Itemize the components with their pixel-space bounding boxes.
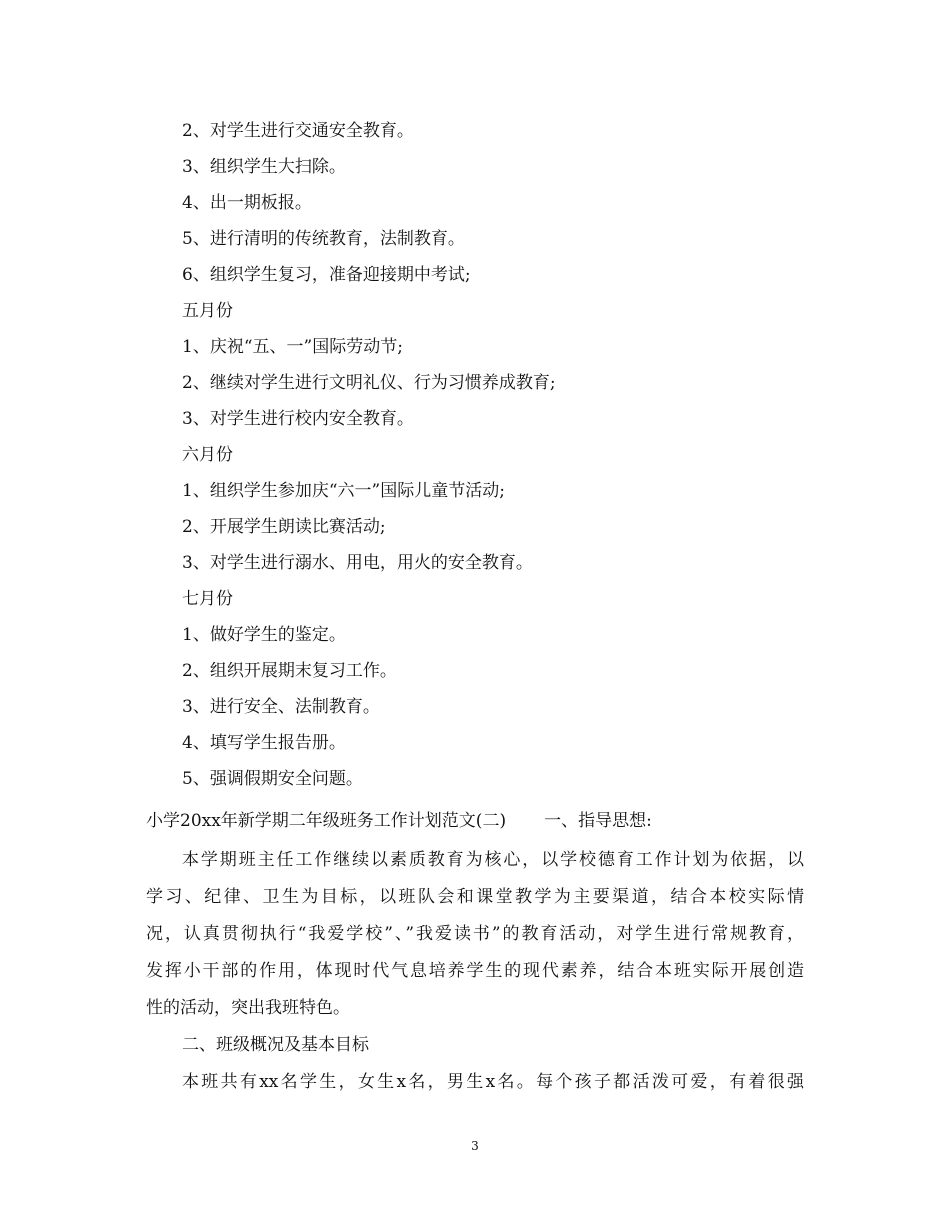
class-heading: 二、班级概况及基本目标	[182, 1035, 369, 1055]
list-item-june-3: 3、对学生进行溺水、用电，用火的安全教育。	[182, 553, 533, 573]
list-item-may-1: 1、庆祝“五、一”国际劳动节;	[182, 337, 403, 357]
section-title: 小学20xx年新学期二年级班务工作计划范文(二)	[146, 811, 507, 831]
list-item-july-5: 5、强调假期安全问题。	[182, 769, 363, 789]
guiding-paragraph-line-4	[0, 960, 950, 982]
list-item-may-3: 3、对学生进行校内安全教育。	[182, 409, 414, 429]
list-item-april-4: 4、出一期板报。	[182, 193, 312, 213]
paragraph-text: 发挥小干部的作用，体现时代气息培养学生的现代素养，结合本班实际开展创造	[146, 961, 804, 981]
class-paragraph-line-1	[0, 1071, 950, 1093]
guiding-paragraph-line-1	[0, 849, 950, 871]
list-item-july-4: 4、填写学生报告册。	[182, 733, 346, 753]
list-item-june-2: 2、开展学生朗读比赛活动;	[182, 517, 386, 537]
paragraph-text: 况，认真贯彻执行“我爱学校”、”我爱读书”的教育活动，对学生进行常规教育，	[146, 924, 804, 944]
guiding-paragraph-line-5: 性的活动，突出我班特色。	[146, 998, 350, 1018]
month-heading-june: 六月份	[182, 445, 233, 465]
guiding-heading: 一、指导思想:	[544, 811, 652, 831]
paragraph-text: 本班共有xx名学生，女生x名，男生x名。每个孩子都活泼可爱，有着很强	[182, 1072, 804, 1092]
list-item-june-1: 1、组织学生参加庆“六一”国际儿童节活动;	[182, 481, 505, 501]
guiding-paragraph-line-3	[0, 923, 950, 945]
month-heading-july: 七月份	[182, 589, 233, 609]
guiding-paragraph-line-2	[0, 886, 950, 908]
list-item-july-1: 1、做好学生的鉴定。	[182, 625, 346, 645]
list-item-april-2: 2、对学生进行交通安全教育。	[182, 121, 414, 141]
page-number: 3	[471, 1139, 479, 1153]
list-item-july-2: 2、组织开展期末复习工作。	[182, 661, 397, 681]
list-item-may-2: 2、继续对学生进行文明礼仪、行为习惯养成教育;	[182, 373, 556, 393]
list-item-april-3: 3、组织学生大扫除。	[182, 157, 346, 177]
month-heading-may: 五月份	[182, 301, 233, 321]
paragraph-text: 学习、纪律、卫生为目标，以班队会和课堂教学为主要渠道，结合本校实际情	[146, 887, 804, 907]
list-item-july-3: 3、进行安全、法制教育。	[182, 697, 380, 717]
section-title-row	[0, 810, 950, 832]
list-item-april-6: 6、组织学生复习，准备迎接期中考试;	[182, 265, 471, 285]
list-item-april-5: 5、进行清明的传统教育，法制教育。	[182, 229, 465, 249]
paragraph-text: 本学期班主任工作继续以素质教育为核心，以学校德育工作计划为依据，以	[182, 850, 804, 870]
